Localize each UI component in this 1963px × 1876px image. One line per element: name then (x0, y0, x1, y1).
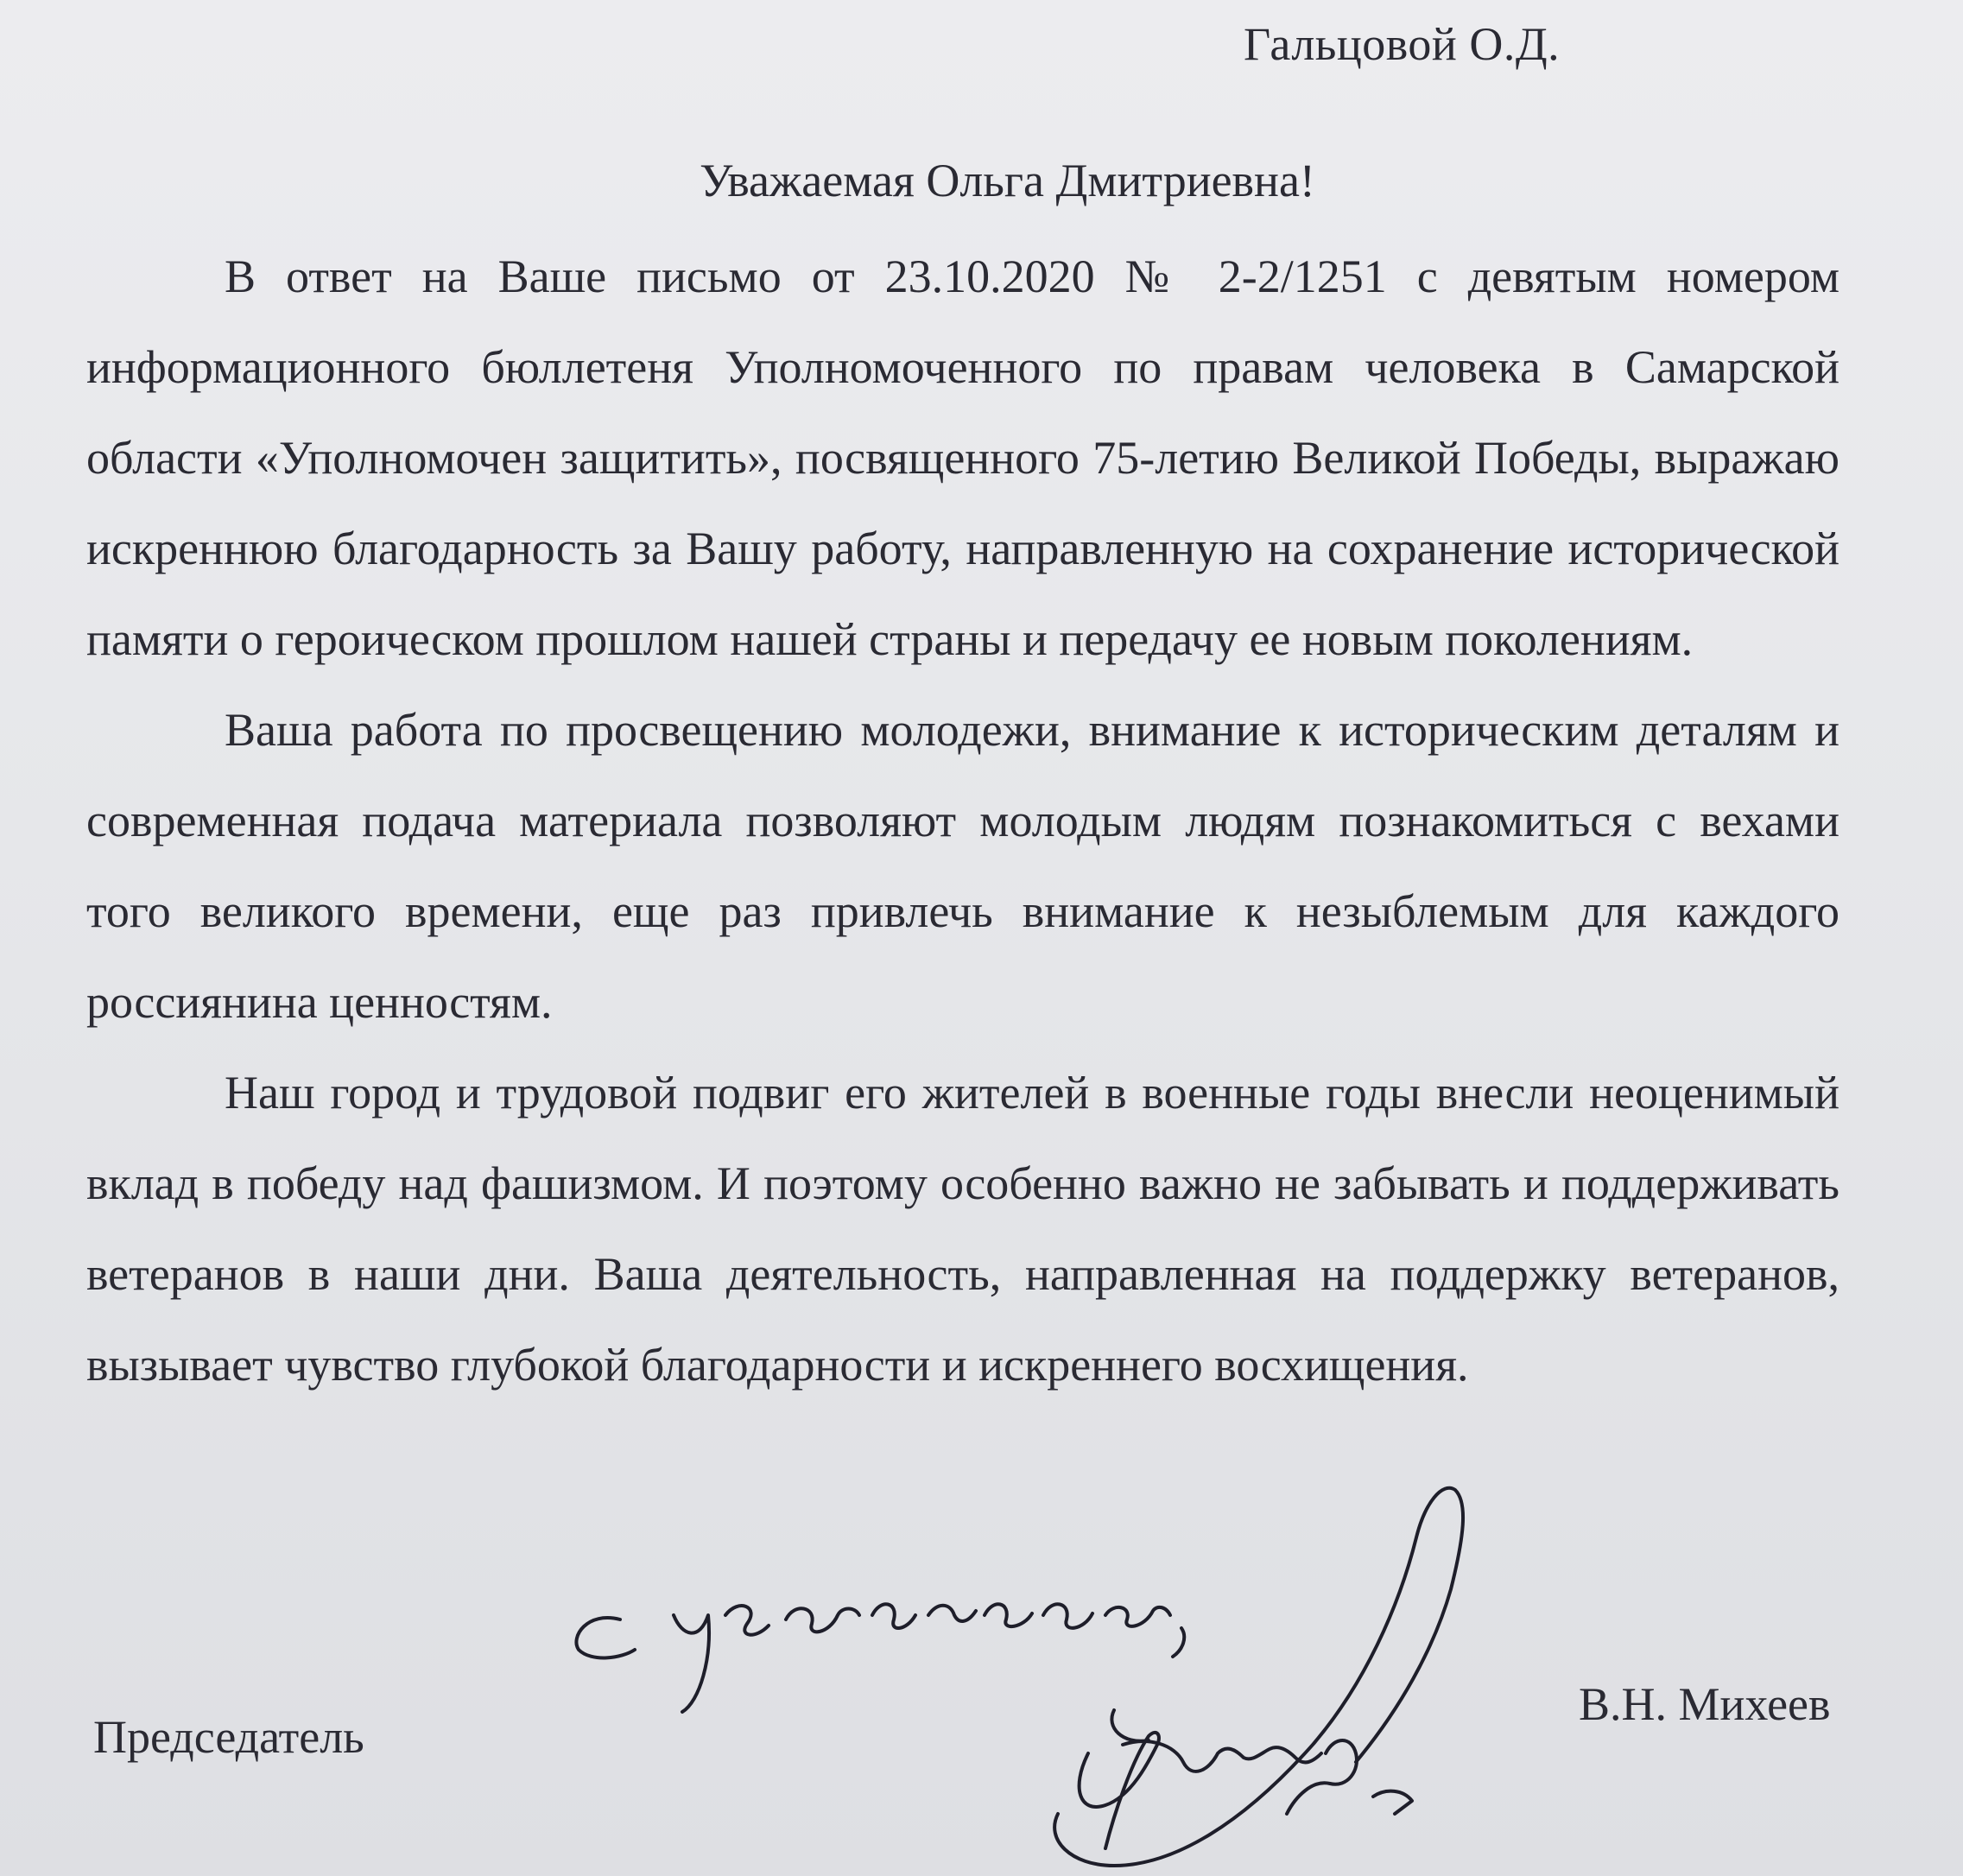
handwritten-signature (553, 1486, 1589, 1874)
body-paragraph-1: В ответ на Ваше письмо от 23.10.2020 № 2-2/1251 с девятым номером информационного бюллетеня Уполномоченного по правам человека в Самарской области «Уполномочен защитить», посвященного 75-летию Великой Победы, выражаю искреннюю благодарность за Вашу работу, направленную на сохранение исторической памяти о героическом прошлом нашей страны и передачу ее новым поколениям. (86, 250, 1840, 665)
salutation: Уважаемая Ольга Дмитриевна! (700, 155, 1315, 206)
recipient-line: Гальцовой О.Д. (1244, 18, 1561, 70)
position-title: Председатель (93, 1711, 364, 1763)
closing-handwriting (576, 1618, 635, 1657)
signer-name: В.Н. Михеев (1579, 1678, 1831, 1730)
letter-body (86, 231, 1840, 1410)
body-paragraph-2: Ваша работа по просвещению молодежи, внимание к историческим деталям и современная подача материала позволяют молодым людям познакомиться с вехами того великого времени, еще раз привлечь внимание к незыблемым для каждого россиянина ценностям. (86, 704, 1840, 1028)
signature-mark (1080, 1733, 1159, 1848)
body-paragraph-3: Наш город и трудовой подвиг его жителей в военные годы внесли неоценимый вклад в победу над фашизмом. И поэтому особенно важно не забывать и поддерживать ветеранов в наши дни. Ваша деятельность, направленная на поддержку ветеранов, вызывает чувство глубокой благодарности и искреннего восхищения. (86, 1067, 1840, 1391)
